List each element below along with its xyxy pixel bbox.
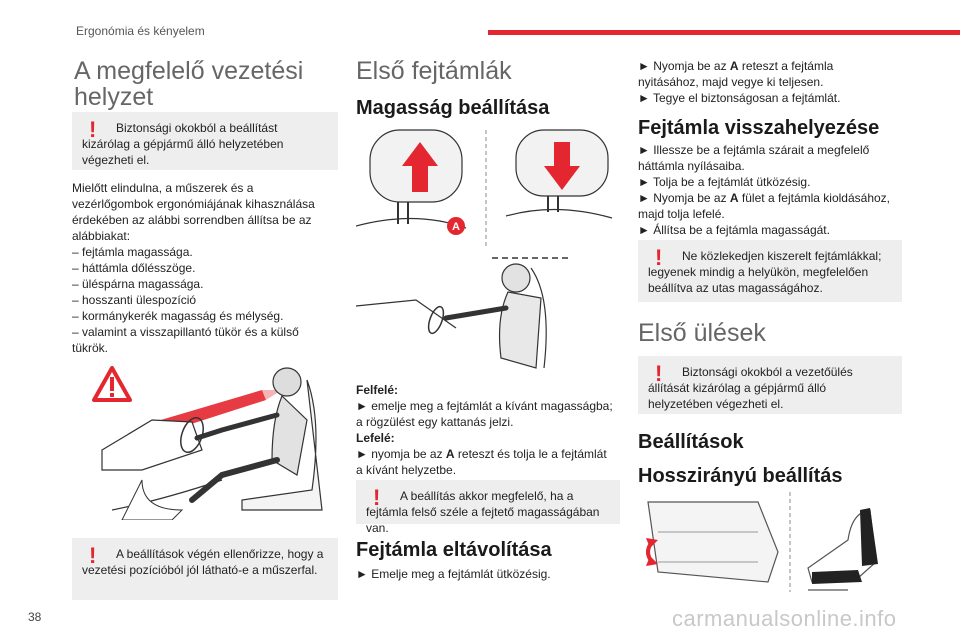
warning-box bbox=[72, 538, 338, 600]
header-red-bar bbox=[488, 30, 960, 35]
text-line: ► Nyomja be az A reteszt a fejtámla bbox=[638, 59, 834, 73]
text-line: ► Tegye el biztonságosan a fejtámlát. bbox=[638, 91, 841, 105]
header-section-label: Ergonómia és kényelem bbox=[76, 24, 205, 38]
section-title: Első fejtámlák bbox=[356, 57, 512, 85]
subsection-title: Fejtámla eltávolítása bbox=[356, 539, 552, 561]
text-line: ► emelje meg a fejtámlát a kívánt magasságba; bbox=[356, 399, 613, 413]
text-line: ► Állítsa be a fejtámla magasságát. bbox=[638, 223, 830, 237]
text-line: a kívánt helyzetbe. bbox=[356, 463, 457, 477]
text-line: nyitásához, majd vegye ki teljesen. bbox=[638, 75, 824, 89]
warning-box bbox=[72, 112, 338, 170]
text-line: Mielőtt elindulna, a műszerek és a bbox=[72, 181, 254, 195]
text-line: ► Illessze be a fejtámla szárait a megfelelő bbox=[638, 143, 870, 157]
up-label: Felfelé: bbox=[356, 383, 399, 397]
list-item: – valamint a visszapillantó tükör és a külső bbox=[72, 325, 299, 339]
list-item: – üléspárna magassága. bbox=[72, 277, 204, 291]
text-line: ► nyomja be az A reteszt és tolja le a fejtámlát bbox=[356, 447, 607, 461]
page-number: 38 bbox=[28, 610, 42, 624]
seat-adjustment-illustration bbox=[638, 492, 910, 600]
text-line: ► Nyomja be az A fület a fejtámla kioldásához, bbox=[638, 191, 891, 205]
warning-text: A beállítás akkor megfelelő, ha a fejtámla felső széle a fejtető magasságában van. bbox=[366, 489, 600, 535]
latch-a-label: A bbox=[452, 221, 460, 233]
list-item: – háttámla dőlésszöge. bbox=[72, 261, 196, 275]
text-line: érdekében az alábbi sorrendben állítsa be az bbox=[72, 213, 312, 227]
text-line: alábbiakat: bbox=[72, 229, 131, 243]
warning-text: Biztonsági okokból a vezetőülés állítását kizárólag a gépjármű álló helyzetében végezheti el. bbox=[648, 365, 853, 411]
list-item: – fejtámla magassága. bbox=[72, 245, 193, 259]
refit-text bbox=[638, 142, 910, 238]
watermark: carmanualsonline.info bbox=[672, 606, 897, 631]
warning-text: Ne közlekedjen kiszerelt fejtámlákkal; legyenek mindig a helyükön, megfelelően beállítva az utas magasságához. bbox=[648, 249, 882, 295]
warning-exclamation-icon: ! bbox=[89, 543, 97, 568]
driving-position-illustration bbox=[82, 360, 332, 520]
warning-exclamation-icon: ! bbox=[655, 245, 663, 270]
warning-exclamation-icon: ! bbox=[655, 361, 663, 386]
text-line: ► Tolja be a fejtámlát ütközésig. bbox=[638, 175, 811, 189]
list-item: – hosszanti ülespozíció bbox=[72, 293, 197, 307]
subsection-title: Beállítások bbox=[638, 431, 744, 453]
text-line: majd tolja lefelé. bbox=[638, 207, 725, 221]
text-line: háttámla nyílásaiba. bbox=[638, 159, 745, 173]
warning-text: A beállítások végén ellenőrizze, hogy a vezetési pozícióból jól látható-e a műszerfal. bbox=[82, 547, 324, 577]
section-title: Első ülések bbox=[638, 319, 766, 347]
list-item: – kormánykerék magasság és mélység. bbox=[72, 309, 284, 323]
warning-exclamation-icon: ! bbox=[373, 485, 381, 510]
subsection-title: Fejtámla visszahelyezése bbox=[638, 117, 880, 139]
warning-box bbox=[638, 240, 902, 302]
warning-exclamation-icon: ! bbox=[89, 117, 97, 142]
text-line: vezérlőgombok ergonómiájának kihasználása bbox=[72, 197, 315, 211]
text-line: ► Emelje meg a fejtámlát ütközésig. bbox=[356, 567, 551, 581]
subsection-title: Magasság beállítása bbox=[356, 97, 550, 119]
instructions-text bbox=[356, 382, 626, 478]
text-line: a rögzülést egy kattanás jelzi. bbox=[356, 415, 514, 429]
section-title: A megfelelő vezetési bbox=[74, 57, 304, 85]
warning-text: Biztonsági okokból a beállítást kizárólag a gépjármű álló helyzetében végezheti el. bbox=[82, 121, 284, 167]
warning-box bbox=[638, 356, 902, 414]
removal-text bbox=[638, 58, 910, 106]
subsection-title: Hosszirányú beállítás bbox=[638, 465, 843, 487]
section-title-line2: helyzet bbox=[74, 83, 154, 111]
text-line: tükrök. bbox=[72, 341, 109, 355]
down-label: Lefelé: bbox=[356, 431, 395, 445]
intro-text bbox=[72, 180, 342, 356]
warning-box bbox=[356, 480, 620, 535]
headrest-illustration bbox=[356, 128, 618, 378]
